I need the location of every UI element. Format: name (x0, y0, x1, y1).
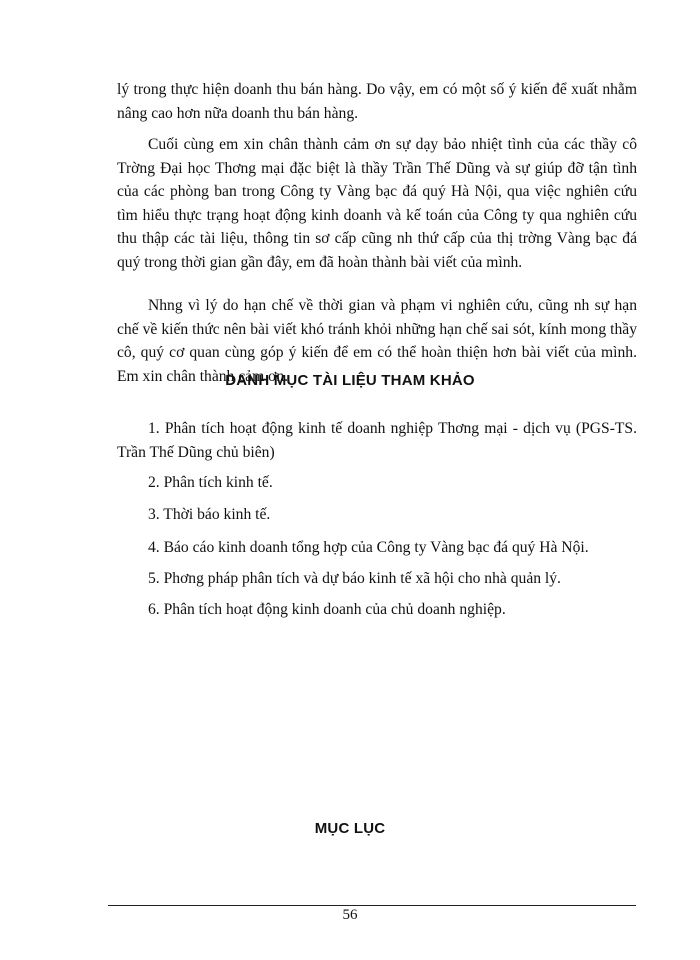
reference-item-4: 4. Báo cáo kinh doanh tổng hợp của Công ty Vàng bạc đá quý Hà Nội. (148, 539, 589, 556)
body-paragraph-2: Cuối cùng em xin chân thành cảm ơn sự dạy bảo nhiệt tình của các thầy cô Trờng Đại học Thơng mại đặc biệt là thầy Trần Thế Dũng và sự giúp đỡ tận tình của các phòng ban trong Công ty Vàng bạc đá quý Hà Nội, qua việc nghiên cứu tìm hiểu thực trạng hoạt động kinh doanh và kế toán của Công ty qua nghiên cứu thu thập các tài liệu, thông tin sơ cấp cũng nh thứ cấp của thị trờng Vàng bạc đá quý trong thời gian gần đây, em đã hoàn thành bài viết của mình. (117, 136, 637, 271)
reference-item-6: 6. Phân tích hoạt động kinh doanh của chủ doanh nghiệp. (148, 601, 506, 618)
contents-title: MỤC LỤC (314, 820, 386, 837)
references-title: DANH MỤC TÀI LIỆU THAM KHẢO (225, 372, 475, 389)
body-paragraph-1: lý trong thực hiện doanh thu bán hàng. Do vậy, em có một số ý kiến để xuất nhằm nâng cao hơn nữa doanh thu bán hàng. (117, 81, 637, 122)
reference-item-5: 5. Phơng pháp phân tích và dự báo kinh tế xã hội cho nhà quản lý. (148, 570, 561, 587)
page-number: 56 (342, 907, 358, 923)
reference-item-1: 1. Phân tích hoạt động kinh tế doanh nghiệp Thơng mại - dịch vụ (PGS-TS. Trần Thế Dũng chủ biên) (117, 420, 637, 461)
footer-divider (108, 905, 636, 906)
body-paragraph-3: Nhng vì lý do hạn chế về thời gian và phạm vi nghiên cứu, cũng nh sự hạn chế về kiến thức nên bài viết khó tránh khỏi những hạn chế sai sót, kính mong thầy cô, quý cơ quan cùng góp ý kiến để em có thể hoàn thiện hơn bài viết của mình. Em xin chân thành cảm ơn. (117, 297, 637, 385)
reference-item-3: 3. Thời báo kinh tế. (148, 506, 271, 523)
reference-item-2: 2. Phân tích kinh tế. (148, 474, 273, 491)
